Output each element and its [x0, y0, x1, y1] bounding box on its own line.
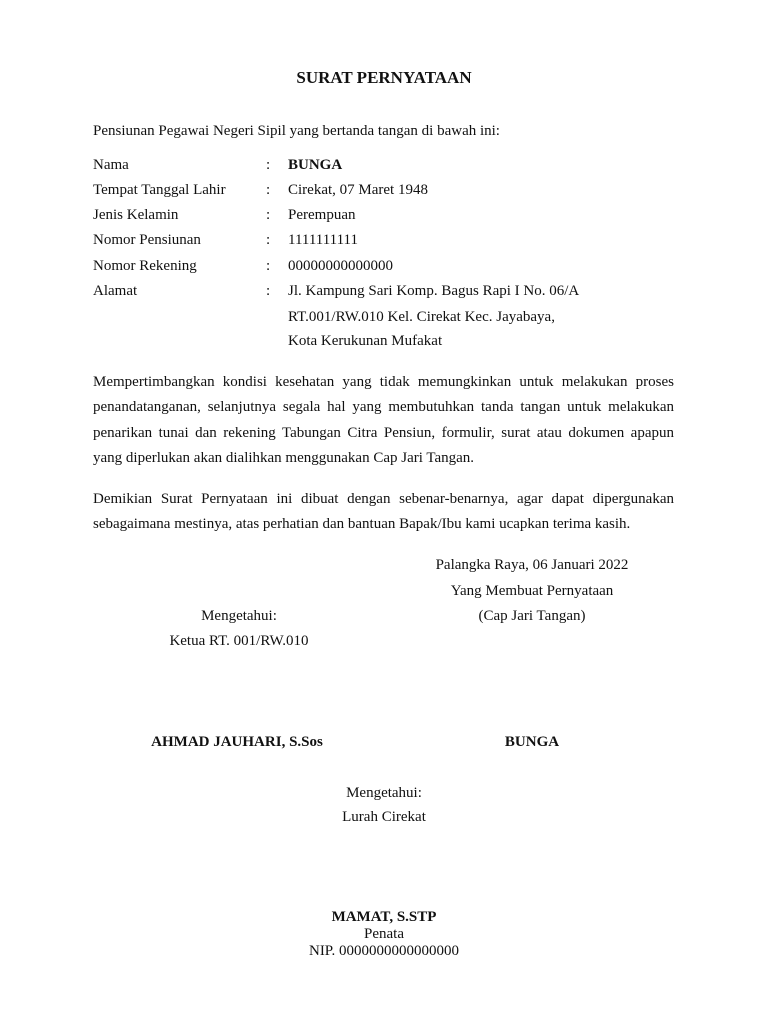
lurah-rank: Penata: [364, 926, 404, 942]
lurah-label: Mengetahui:: [346, 785, 422, 801]
paragraph-line: Mempertimbangkan kondisi kesehatan yang tidak memungkinkan untuk melakukan proses: [93, 374, 674, 390]
maker-signatory-name: BUNGA: [504, 734, 560, 750]
field-label: Nomor Pensiunan: [93, 232, 201, 248]
paragraph-line: yang diperlukan akan dialihkan menggunakan Cap Jari Tangan.: [93, 449, 475, 466]
field-label: Jenis Kelamin: [93, 207, 179, 223]
field-label: Alamat: [93, 283, 138, 299]
field-separator: :: [266, 258, 271, 274]
document-title: SURAT PERNYATAAN: [296, 68, 472, 87]
paragraph-closing: [93, 487, 674, 538]
intro-text: Pensiunan Pegawai Negeri Sipil yang bertanda tangan di bawah ini:: [93, 123, 500, 139]
address-line: RT.001/RW.010 Kel. Cirekat Kec. Jayabaya,: [288, 309, 555, 325]
field-value: Cirekat, 07 Maret 1948: [288, 182, 428, 198]
paragraph-line: Demikian Surat Pernyataan ini dibuat dengan sebenar-benarnya, agar dapat dipergunakan: [93, 491, 674, 507]
lurah-nip: NIP. 0000000000000000: [308, 943, 459, 959]
maker-note: (Cap Jari Tangan): [478, 608, 586, 624]
rt-title: Ketua RT. 001/RW.010: [169, 633, 309, 649]
field-value: 00000000000000: [288, 258, 393, 274]
lurah-title: Lurah Cirekat: [342, 809, 426, 825]
paragraph-consideration: [93, 370, 674, 471]
field-value: Jl. Kampung Sari Komp. Bagus Rapi I No. 06/A: [288, 283, 580, 299]
rt-label: Mengetahui:: [201, 608, 277, 624]
paragraph-line: penarikan tunai dan rekening Tabungan Citra Pensiun, formulir, surat atau dokumen apapun: [93, 424, 674, 441]
address-line: Kota Kerukunan Mufakat: [288, 333, 443, 349]
field-value: BUNGA: [288, 157, 343, 173]
field-label: Nama: [93, 157, 129, 173]
lurah-signatory-name: MAMAT, S.STP: [331, 909, 437, 925]
paragraph-line: penandatanganan, selanjutnya segala hal yang membutuhkan tanda tangan untuk melakukan: [93, 399, 674, 416]
field-label: Tempat Tanggal Lahir: [93, 182, 226, 198]
field-value: Perempuan: [288, 207, 356, 223]
maker-label: Yang Membuat Pernyataan: [450, 583, 614, 599]
place-date: Palangka Raya, 06 Januari 2022: [435, 557, 629, 573]
field-separator: :: [266, 157, 271, 173]
field-separator: :: [266, 232, 271, 248]
field-value: 1111111111: [288, 232, 358, 248]
field-label: Nomor Rekening: [93, 258, 197, 274]
field-separator: :: [266, 283, 271, 299]
rt-signatory-name: AHMAD JAUHARI, S.Sos: [151, 734, 323, 750]
field-separator: :: [266, 182, 271, 198]
field-separator: :: [266, 207, 271, 223]
paragraph-line: sebagaimana mestinya, atas perhatian dan bantuan Bapak/Ibu kami ucapkan terima kasih.: [93, 516, 631, 533]
